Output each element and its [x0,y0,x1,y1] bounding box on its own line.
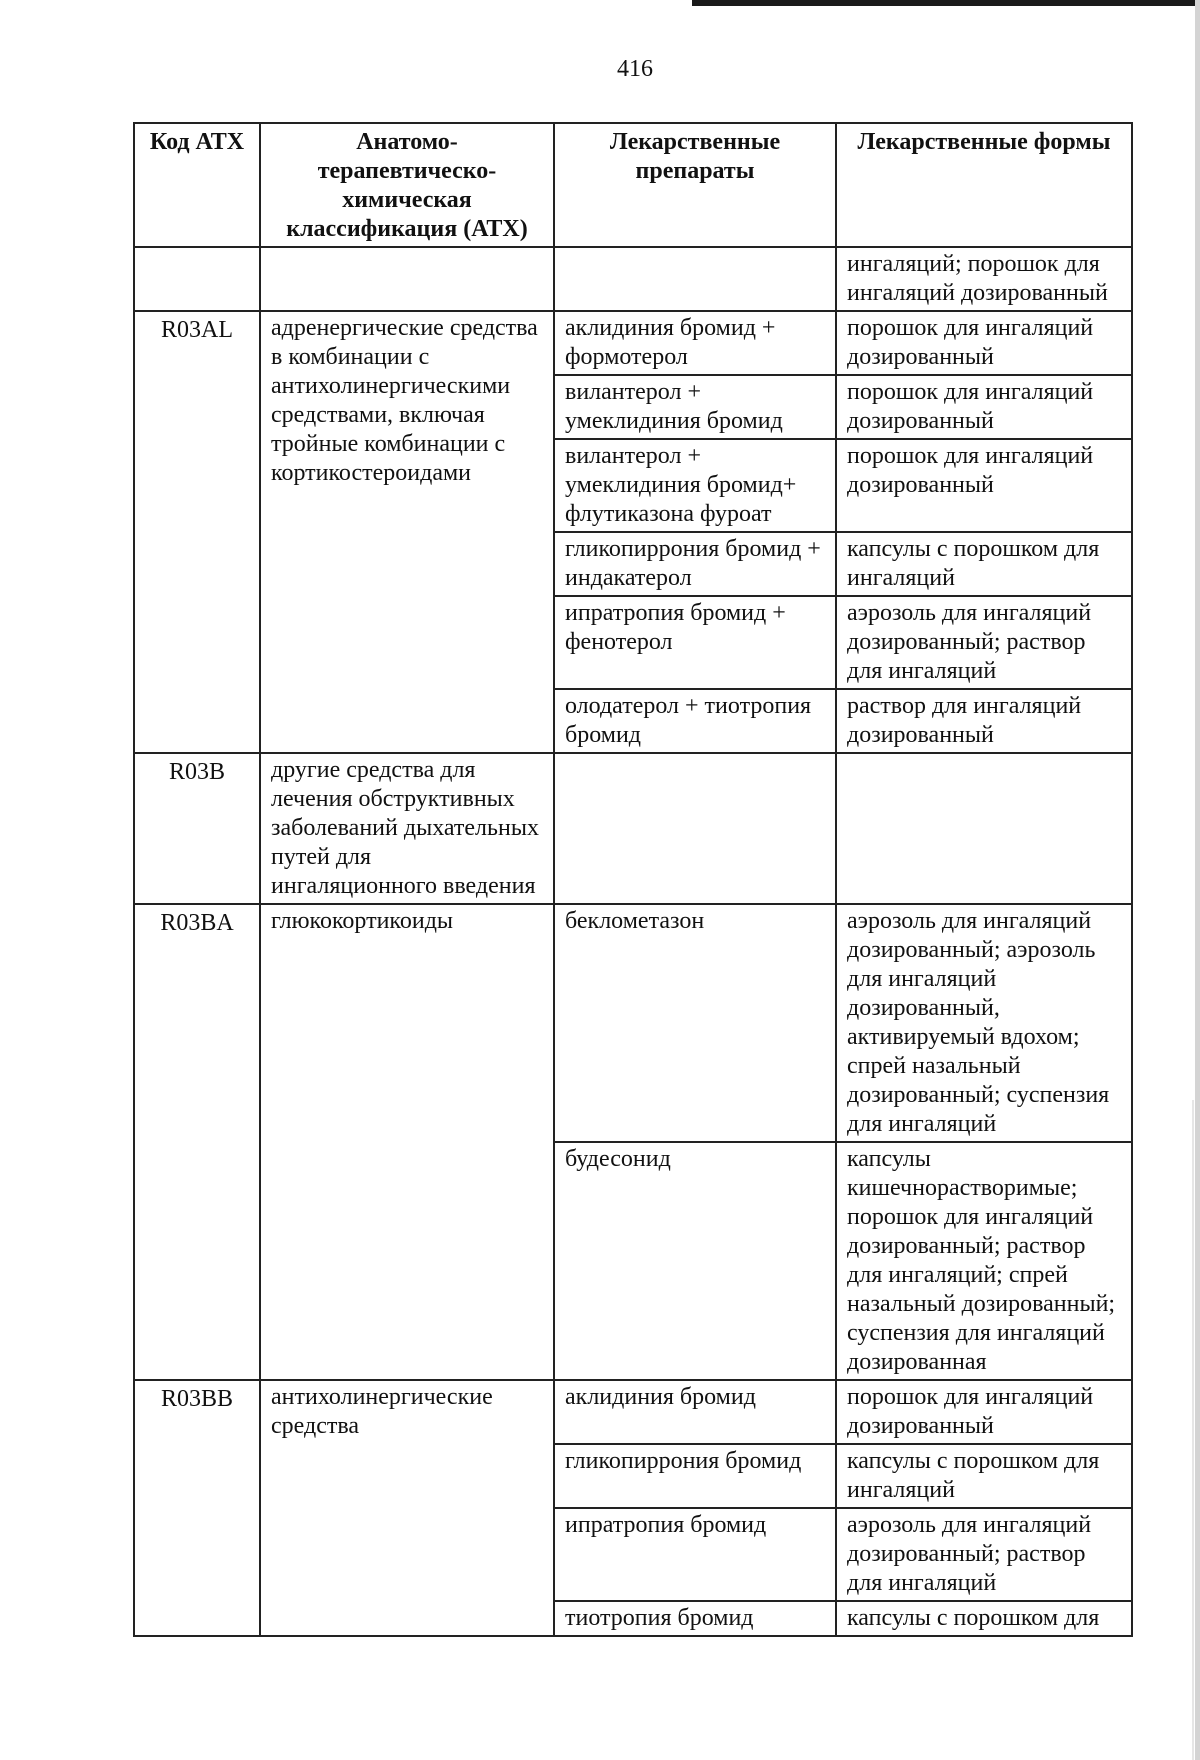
table-header-row [134,123,1132,247]
drug-cell: вилантерол + умеклидиния бромид+ флутиказона фуроат [554,439,836,532]
classification-cell: другие средства для лечения обструктивных заболеваний дыхательных путей для ингаляционного введения [260,753,554,904]
drug-cell: ипратропия бромид [554,1508,836,1601]
forms-cell: порошок для ингаляций дозированный [836,375,1132,439]
header-classification: Анатомо-терапевтическо-химическая классификация (АТХ) [260,123,554,247]
header-forms: Лекарственные формы [836,123,1132,247]
table-row [134,753,1132,904]
drug-cell: вилантерол + умеклидиния бромид [554,375,836,439]
header-drugs: Лекарственные препараты [554,123,836,247]
forms-cell: капсулы кишечнорастворимые; порошок для ингаляций дозированный; раствор для ингаляций; спрей назальный дозированный; суспензия для ингаляций дозированная [836,1142,1132,1380]
forms-cell: аэрозоль для ингаляций дозированный; раствор для ингаляций [836,596,1132,689]
code-cell: R03AL [134,311,260,753]
forms-cell: капсулы с порошком для ингаляций [836,532,1132,596]
drug-cell: беклометазон [554,904,836,1142]
code-cell: R03BB [134,1380,260,1636]
drug-cell: аклидиния бромид [554,1380,836,1444]
classification-cell: глюкокортикоиды [260,904,554,1380]
atx-table [133,122,1133,1637]
forms-cell: капсулы с порошком для [836,1601,1132,1636]
table-row [134,904,1132,1142]
drug-cell: ипратропия бромид + фенотерол [554,596,836,689]
forms-cell: капсулы с порошком для ингаляций [836,1444,1132,1508]
drug-cell: гликопиррония бромид + индакатерол [554,532,836,596]
drug-cell [554,247,836,311]
drug-cell: тиотропия бромид [554,1601,836,1636]
forms-cell: порошок для ингаляций дозированный [836,1380,1132,1444]
code-cell: R03B [134,753,260,904]
code-cell: R03BA [134,904,260,1380]
drug-cell: олодатерол + тиотропия бромид [554,689,836,753]
drug-cell [554,753,836,904]
page-number: 416 [617,56,653,82]
scan-top-edge [692,0,1200,6]
scan-right-edge [1195,0,1200,1760]
drug-cell: будесонид [554,1142,836,1380]
forms-cell: ингаляций; порошок для ингаляций дозированный [836,247,1132,311]
code-cell [134,247,260,311]
classification-cell: адренергические средства в комбинации с антихолинергическими средствами, включая тройные комбинации с кортикостероидами [260,311,554,753]
forms-cell: аэрозоль для ингаляций дозированный; аэрозоль для ингаляций дозированный, активируемый вдохом; спрей назальный дозированный; суспензия для ингаляций [836,904,1132,1142]
table-row [134,311,1132,375]
classification-cell [260,247,554,311]
table-row [134,1380,1132,1444]
forms-cell: порошок для ингаляций дозированный [836,439,1132,532]
forms-cell: раствор для ингаляций дозированный [836,689,1132,753]
header-code: Код АТХ [134,123,260,247]
scan-right-edge-shadow [1192,1100,1194,1760]
drug-cell: аклидиния бромид + формотерол [554,311,836,375]
forms-cell [836,753,1132,904]
classification-cell: антихолинергические средства [260,1380,554,1636]
table-row [134,247,1132,311]
forms-cell: аэрозоль для ингаляций дозированный; раствор для ингаляций [836,1508,1132,1601]
forms-cell: порошок для ингаляций дозированный [836,311,1132,375]
drug-cell: гликопиррония бромид [554,1444,836,1508]
